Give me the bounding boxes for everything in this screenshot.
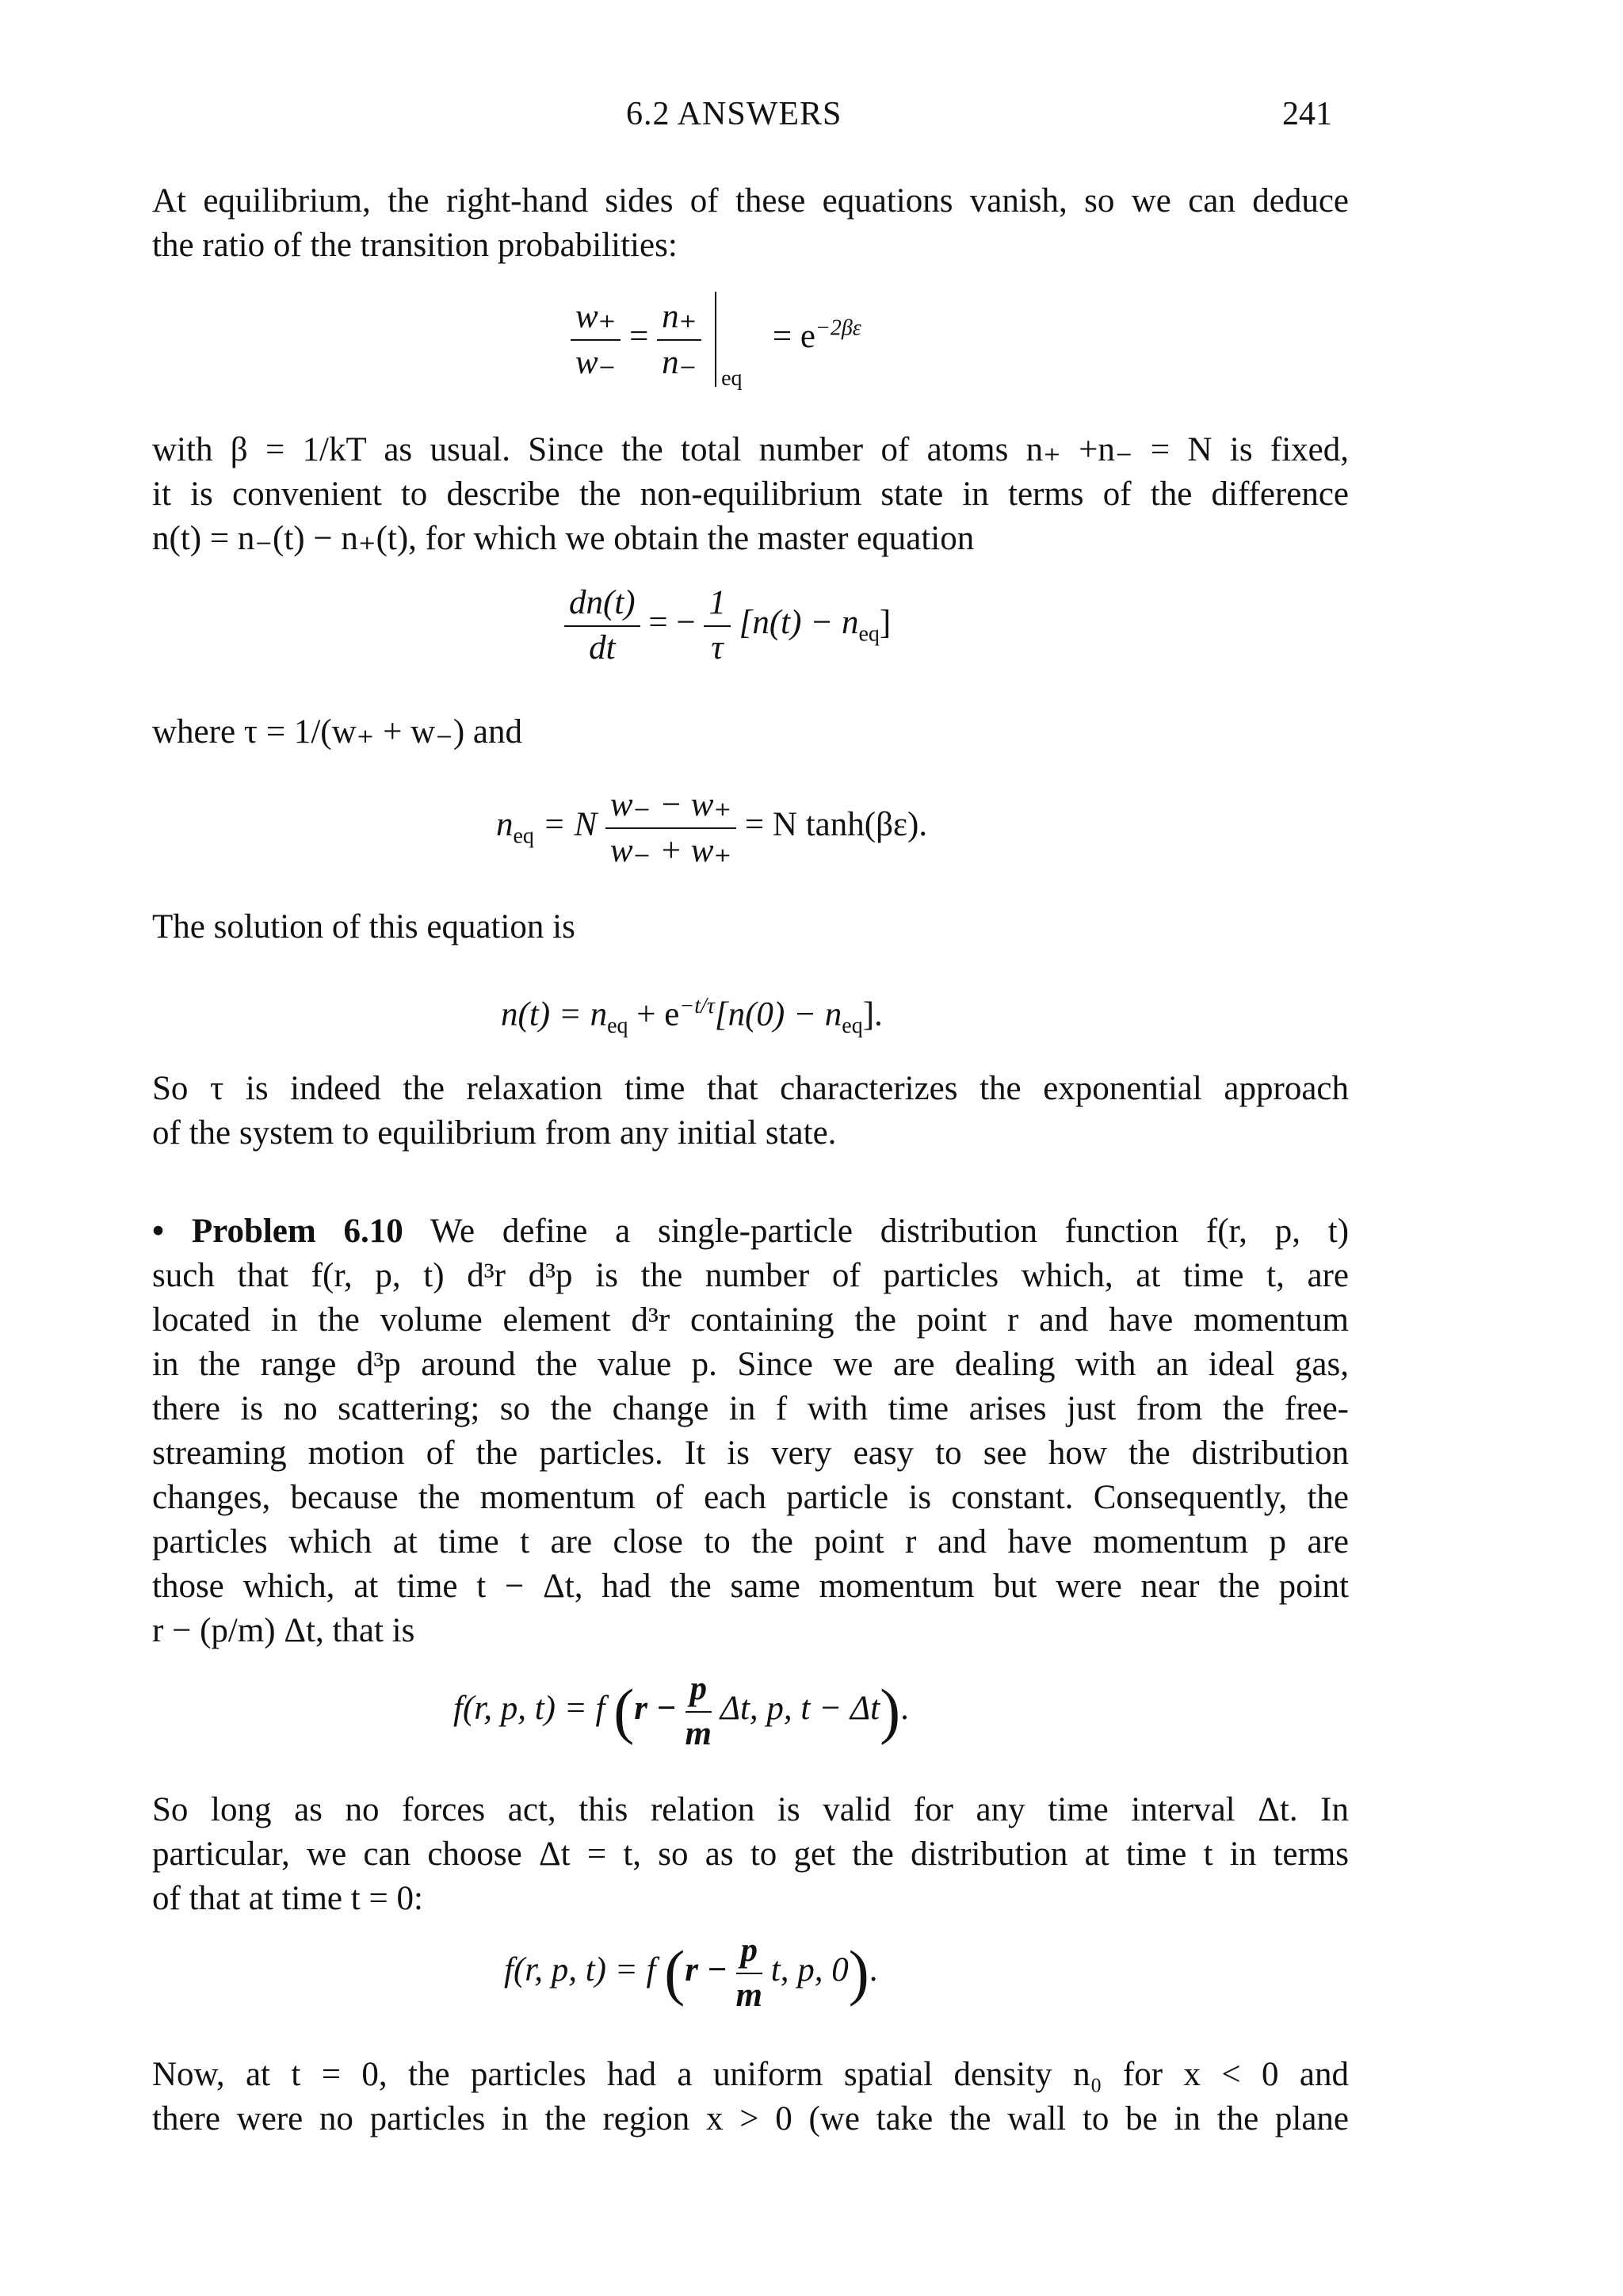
fraction [736, 1931, 763, 2015]
text-line: located in the volume element d³r containing the point r and have momentum [152, 1301, 1349, 1339]
text-line: where τ = 1/(w₊ + w₋) and [152, 713, 522, 751]
numerator: w₊ [571, 296, 621, 341]
bullet: • [152, 1213, 165, 1250]
text-span: We define a single-particle distribution function f(r, p, t) [430, 1213, 1350, 1250]
exponent: −2βε [815, 315, 861, 341]
numerator: p [685, 1669, 712, 1713]
numerator: 1 [704, 583, 731, 627]
text-line: streaming motion of the particles. It is very easy to see how the distribution [152, 1435, 1349, 1472]
equals-sign: = − [648, 603, 696, 641]
paragraph-difference [152, 428, 1349, 561]
subscript: eq [858, 621, 880, 647]
fraction [704, 583, 731, 667]
denominator: τ [711, 629, 724, 667]
equation-rhs: [n(t) − n [739, 603, 859, 641]
evaluation-bar [715, 292, 743, 391]
paragraph-tau-definition [152, 710, 1349, 755]
text-line: So τ is indeed the relaxation time that characterizes the exponential approach [152, 1070, 1349, 1107]
numerator: w₋ − w₊ [605, 785, 736, 829]
paragraph-equilibrium [152, 179, 1349, 268]
subscript: eq [513, 823, 534, 849]
text-line: particles which at time t are close to the point r and have momentum p are [152, 1523, 1349, 1561]
fraction [685, 1669, 712, 1753]
equation-term: t, p, 0 [770, 1950, 849, 1988]
subscript: eq [842, 1013, 863, 1038]
equation-term: r − [685, 1950, 727, 1988]
text-line: there were no particles in the region x > 0 (we take the wall to be in the plane [152, 2100, 1349, 2137]
denominator: w₋ [575, 344, 617, 381]
text-line: of that at time t = 0: [152, 1880, 423, 1917]
equation-master [564, 583, 891, 667]
denominator: w₋ + w₊ [609, 832, 732, 869]
equation-initial-distribution [504, 1931, 877, 2015]
text-line: r − (p/m) Δt, that is [152, 1612, 415, 1649]
equation-neq [496, 785, 927, 870]
problem-label: Problem 6.10 [191, 1213, 403, 1250]
equation-rhs: [n(0) − n [714, 995, 842, 1033]
numerator: n₊ [657, 296, 701, 341]
fraction [605, 785, 736, 870]
text-line: At equilibrium, the right-hand sides of these equations vanish, so we can deduce [152, 182, 1349, 220]
text-line: n(t) = n₋(t) − n₊(t), for which we obtain the master equation [152, 520, 975, 557]
denominator: n₋ [662, 344, 697, 381]
paragraph-solution-intro [152, 905, 1349, 949]
fraction [571, 296, 621, 382]
text-line: particular, we can choose Δt = t, so as to get the distribution at time t in terms [152, 1836, 1349, 1873]
fraction [657, 296, 701, 382]
text-line: with β = 1/kT as usual. Since the total number of atoms n₊ +n₋ = N is fixed, [152, 431, 1349, 468]
exponent: −t/τ [679, 994, 715, 1018]
paren-close: ) [880, 1676, 901, 1745]
text-line: changes, because the momentum of each particle is constant. Consequently, the [152, 1479, 1349, 1516]
equation-transition-ratio [571, 292, 861, 391]
equation-lhs: n [496, 805, 514, 843]
text-line: the ratio of the transition probabilities: [152, 227, 678, 264]
equation-term: + e [636, 995, 680, 1033]
equation-lhs: n(t) = n [501, 995, 608, 1033]
denominator: dt [589, 629, 616, 667]
equation-free-streaming [453, 1669, 909, 1753]
text-line: there is no scattering; so the change in f with time arises just from the free- [152, 1390, 1349, 1427]
equation-rhs: = e [772, 317, 815, 355]
running-header [0, 95, 1623, 143]
fraction [564, 583, 640, 667]
numerator: p [736, 1931, 763, 1974]
text-line: those which, at time t − Δt, had the same momentum but were near the point [152, 1568, 1349, 1605]
text-line [152, 1209, 1349, 1254]
equation-solution [501, 994, 883, 1039]
period: . [869, 1950, 878, 1988]
text-line: The solution of this equation is [152, 908, 575, 946]
paragraph-no-forces [152, 1788, 1349, 1921]
section-title: 6.2 ANSWERS [626, 96, 842, 132]
equals-sign: = N [542, 805, 598, 843]
equals-sign: = [629, 317, 649, 355]
bracket: ]. [862, 995, 883, 1033]
period: . [900, 1689, 909, 1727]
paren-close: ) [848, 1938, 869, 2007]
paragraph-problem-6-10 [152, 1209, 1349, 1653]
denominator: m [735, 1977, 762, 2014]
text-line: such that f(r, p, t) d³r d³p is the number of particles which, at time t, are [152, 1257, 1349, 1294]
equation-term: Δt, p, t − Δt [720, 1689, 880, 1727]
denominator: m [685, 1715, 712, 1752]
equation-lhs: f(r, p, t) = f [504, 1950, 656, 1988]
text-line: of the system to equilibrium from any initial state. [152, 1114, 837, 1152]
paragraph-relaxation [152, 1067, 1349, 1156]
equation-term: r − [634, 1689, 677, 1727]
text-line: in the range d³p around the value p. Since we are dealing with an ideal gas, [152, 1346, 1349, 1383]
equation-rhs: = N tanh(βε). [744, 805, 928, 843]
text-line: Now, at t = 0, the particles had a uniform spatial density n₀ for x < 0 and [152, 2056, 1349, 2093]
numerator: dn(t) [564, 583, 640, 627]
subscript: eq [607, 1013, 628, 1038]
text-line: it is convenient to describe the non-equilibrium state in terms of the difference [152, 476, 1349, 513]
paragraph-initial-density [152, 2053, 1349, 2141]
subscript: eq [721, 366, 743, 391]
text-line: So long as no forces act, this relation is valid for any time interval Δt. In [152, 1791, 1349, 1828]
paren-open: ( [664, 1938, 685, 2007]
paren-open: ( [613, 1676, 635, 1745]
equation-lhs: f(r, p, t) = f [453, 1689, 605, 1727]
page-number: 241 [1282, 96, 1332, 132]
bracket: ] [879, 603, 892, 641]
